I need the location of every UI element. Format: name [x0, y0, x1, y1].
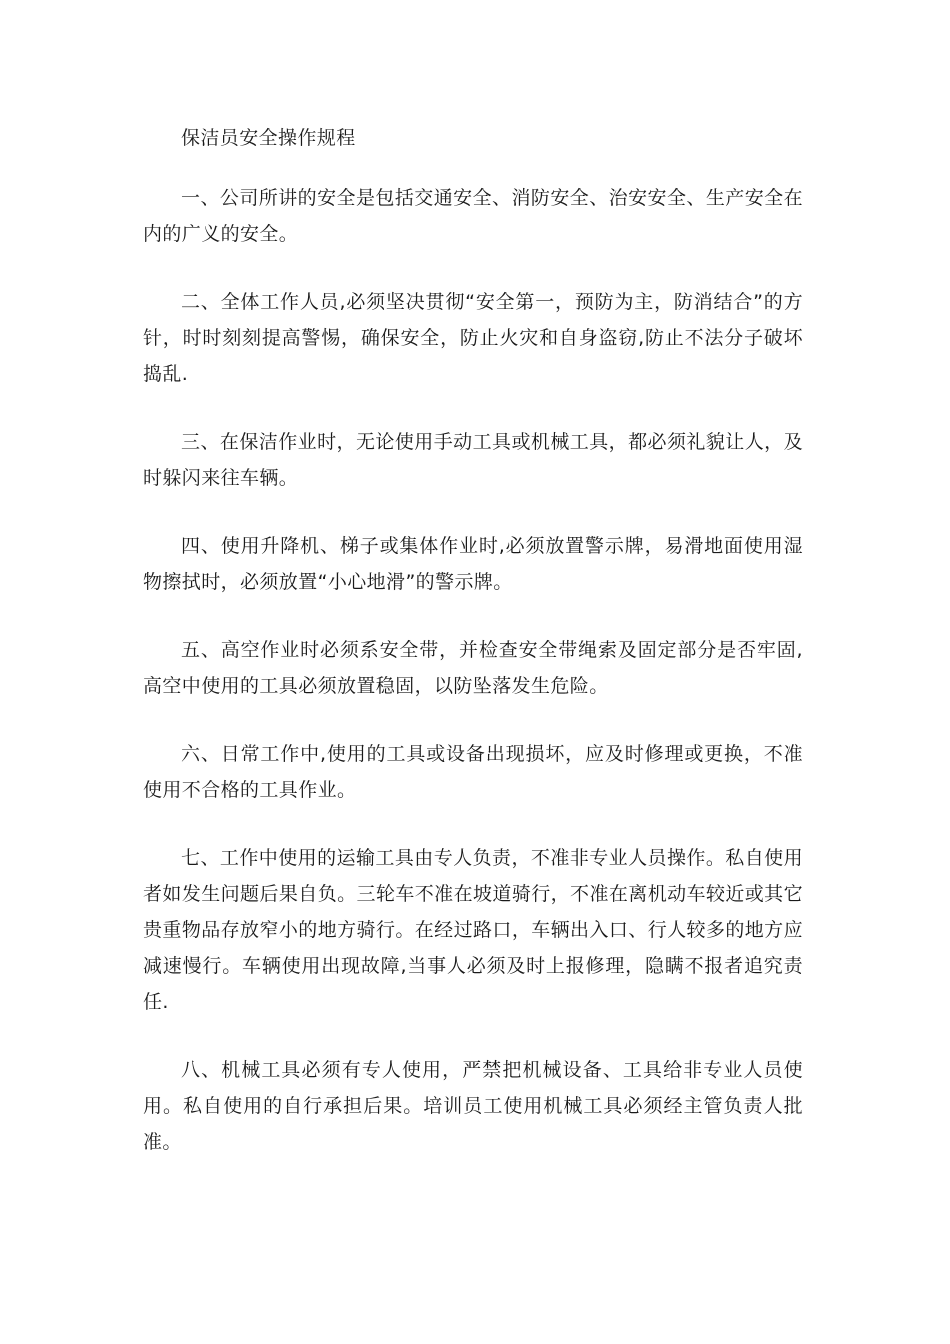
paragraph-8: 八、机械工具必须有专人使用，严禁把机械设备、工具给非专业人员使用。私自使用的自行承担后果。培训员工使用机械工具必须经主管负责人批准。: [143, 1059, 803, 1153]
paragraph-5: 五、高空作业时必须系安全带，并检查安全带绳索及固定部分是否牢固,高空中使用的工具必须放置稳固，以防坠落发生危险。: [143, 639, 803, 697]
paragraph-6: 六、日常工作中,使用的工具或设备出现损坏，应及时修理或更换，不准使用不合格的工具作业。: [143, 743, 803, 801]
paragraph-4: 四、使用升降机、梯子或集体作业时,必须放置警示牌，易滑地面使用湿物擦拭时，必须放置“小心地滑”的警示牌。: [143, 535, 803, 593]
document-title: 保洁员安全操作规程: [181, 127, 356, 149]
document-body: [143, 120, 803, 1192]
paragraph-2: 二、全体工作人员,必须坚决贯彻“安全第一，预防为主，防消结合”的方针，时时刻刻提高警惕，确保安全，防止火灾和自身盗窃,防止不法分子破坏捣乱.: [143, 291, 803, 385]
paragraph-1: 一、公司所讲的安全是包括交通安全、消防安全、治安安全、生产安全在内的广义的安全。: [143, 187, 803, 245]
paragraph-3: 三、在保洁作业时，无论使用手动工具或机械工具，都必须礼貌让人，及时躲闪来往车辆。: [143, 431, 803, 489]
paragraph-7: 七、工作中使用的运输工具由专人负责，不准非专业人员操作。私自使用者如发生问题后果自负。三轮车不准在坡道骑行，不准在离机动车较近或其它贵重物品存放窄小的地方骑行。在经过路口，车辆出入口、行人较多的地方应减速慢行。车辆使用出现故障,当事人必须及时上报修理，隐瞒不报者追究责任.: [143, 847, 803, 1013]
